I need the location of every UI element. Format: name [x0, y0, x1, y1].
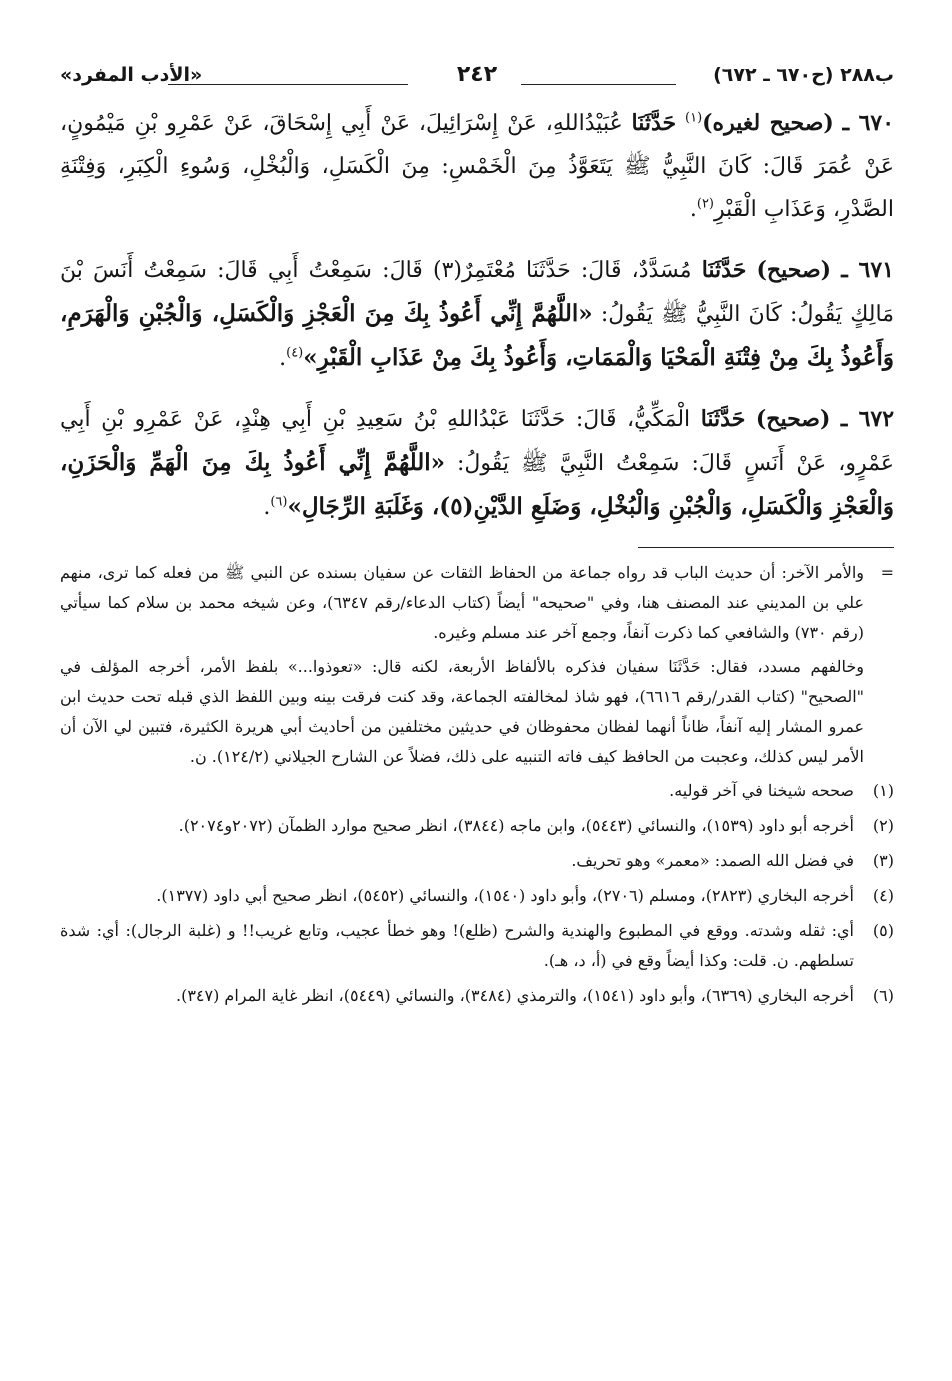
hadith-670: [60, 102, 894, 231]
hadith-text: مُسَدَّدٌ، قَالَ: حَدَّثَنَا مُعْتَمِرٌ(٣) قَالَ: سَمِعْتُ أَبِي قَالَ: سَمِعْتُ أَنَسَ بْنَ مَالِكٍ يَقُولُ: كَانَ النَّبِيُّ ﷺ يَقُولُ:: [60, 258, 894, 327]
hadith-number: ٦٧٠ ـ: [842, 110, 895, 136]
narration-keyword: حَدَّثَنَا: [700, 406, 746, 432]
hadith-grade: (صحيح لغيره): [702, 110, 834, 136]
footnote-4: [60, 881, 894, 911]
hadith-672: [60, 398, 894, 529]
narration-keyword: حَدَّثَنَا: [701, 257, 747, 283]
narration-keyword: حَدَّثَنَا: [631, 110, 677, 136]
hadith-grade: (صحيح): [755, 406, 831, 432]
hadith-text: عُبَيْدُاللهِ، عَنْ إِسْرَائِيلَ، عَنْ أَبِي إِسْحَاقَ، عَنْ عَمْرِو بْنِ مَيْمُونٍ، عَنْ عُمَرَ قَالَ: كَانَ النَّبِيُّ ﷺ يَتَعَوَّذُ مِنَ الْخَمْسِ: مِنَ الْكَسَلِ، وَالْبُخْلِ، وَسُوءِ الْكِبَرِ، وَفِتْنَةِ الصَّدْرِ، وَعَذَابِ الْقَبْرِ: [60, 111, 894, 222]
footnote-ref: (٦): [270, 494, 288, 510]
footnote-number: (٣): [872, 851, 894, 870]
footnote-ref: (١): [685, 110, 703, 126]
note-paragraph: والأمر الآخر: أن حديث الباب قد رواه جماعة من الحفاظ الثقات عن سفيان بسنده عن النبي ﷺ من فعله كما ترى، منهم علي بن المديني عند المصنف هنا، وفي "صحيحه" أيضاً (كتاب الدعاء/رقم ٦٣٤٧)، وعن شيخه محمد بن سلام كما سيأتي (رقم ٧٣٠) والشافعي كما ذكرت آنفاً، وجمع آخر عند مسلم وغيره.: [60, 563, 865, 642]
footnote-number: (٥): [872, 921, 894, 940]
footnote-divider: [638, 547, 894, 548]
hadith-end: .: [279, 346, 287, 371]
footnote-text: صححه شيخنا في آخر قوليه.: [669, 781, 854, 800]
hadith-dua: «اللَّهُمَّ إِنِّي أَعُوذُ بِكَ مِنَ الْهَمِّ وَالْحَزَنِ، وَالْعَجْزِ وَالْكَسَلِ، وَالْجُبْنِ وَالْبُخْلِ، وَضَلَعِ الدَّيْنِ(٥)، وَغَلَبَةِ الرِّجَالِ»: [60, 449, 894, 520]
hadith-dua: «اللَّهُمَّ إِنِّي أَعُوذُ بِكَ مِنَ الْعَجْزِ وَالْكَسَلِ، وَالْجُبْنِ وَالْهَرَمِ، وَأَعُوذُ بِكَ مِنْ فِتْنَةِ الْمَحْيَا وَالْمَمَاتِ، وَأَعُوذُ بِكَ مِنْ عَذَابِ الْقَبْرِ»: [60, 300, 894, 371]
footnote-text: أي: ثقله وشدته. ووقع في المطبوع والهندية والشرح (ظلع)! وهو خطأ عجيب، وتابع غريب!! و (غلبة الرجال): أي: شدة تسلطهم. ن. قلت: وكذا أيضاً وقع في (أ، د، هـ).: [60, 921, 854, 970]
footnote-number: (٢): [872, 816, 894, 835]
hadith-671: [60, 249, 894, 380]
footnote-ref: (٢): [696, 196, 714, 212]
footnote-number: (٦): [872, 986, 894, 1005]
footnote-number: (١): [872, 781, 894, 800]
footnote-text: أخرجه البخاري (٦٣٦٩)، وأبو داود (١٥٤١)، والترمذي (٣٤٨٤)، والنسائي (٥٤٤٩)، انظر غاية المرام (٣٤٧).: [175, 986, 854, 1005]
footnote-6: [60, 981, 894, 1011]
hadith-end: .: [263, 495, 271, 520]
continued-footnote: [60, 558, 894, 772]
footnote-text: أخرجه البخاري (٢٨٢٣)، ومسلم (٢٧٠٦)، وأبو داود (١٥٤٠)، والنسائي (٥٤٥٢)، انظر صحيح أبي داود (١٣٧٧).: [156, 886, 854, 905]
continuation-marker: =: [880, 563, 894, 582]
book-title: «الأدب المفرد»: [60, 64, 203, 86]
footnotes: [60, 776, 894, 1011]
header-rule: [521, 84, 676, 85]
page-number: ٢٤٢: [456, 62, 498, 87]
note-paragraph: وخالفهم مسدد، فقال: حَدَّثَنَا سفيان فذكره بالألفاظ الأربعة، لكنه قال: «تعوذوا...» بلفظ الأمر، أخرجه المؤلف في "الصحيح" (كتاب القدر/رقم ٦٦١٦)، فهو شاذ لمخالفته الجماعة، وقد كنت فرقت بينه وبين اللفظ الذي قبله تحت حديث ابن عمرو المشار إليه آنفاً، ظاناً أنهما لفظان محفوظان في حديثين مختلفين من أحاديث أبي هريرة الكثيرة، فتبين لي الآن أن الأمر ليس كذلك، وعجبت من الحافظ كيف فاته التنبيه على ذلك، فضلاً عن الشارح الجيلاني (١٢٤/٢). ن.: [60, 657, 865, 766]
footnote-number: (٤): [872, 886, 894, 905]
running-header: [60, 62, 894, 102]
footnote-ref: (٤): [286, 345, 304, 361]
footnote-5: [60, 916, 894, 976]
footnote-text: في فضل الله الصمد: «معمر» وهو تحريف.: [571, 851, 854, 870]
header-rule: [168, 84, 408, 85]
hadith-text: الْمَكِّيُّ، قَالَ: حَدَّثَنَا عَبْدُاللهِ بْنُ سَعِيدِ بْنِ أَبِي هِنْدٍ، عَنْ عَمْرِو بْنِ أَبِي عَمْرٍو، عَنْ أَنَسٍ قَالَ: سَمِعْتُ النَّبِيَّ ﷺ يَقُولُ:: [60, 407, 894, 476]
hadith-end: .: [689, 197, 697, 222]
hadith-number: ٦٧٢ ـ: [840, 406, 895, 432]
footnote-1: [60, 776, 894, 806]
hadith-number: ٦٧١ ـ: [841, 257, 894, 283]
footnote-2: [60, 811, 894, 841]
hadith-grade: (صحيح): [756, 257, 832, 283]
footnote-3: [60, 846, 894, 876]
footnote-text: أخرجه أبو داود (١٥٣٩)، والنسائي (٥٤٤٣)، وابن ماجه (٣٨٤٤)، انظر صحيح موارد الظمآن (٢٠٧٢و٢٠٧٤).: [178, 816, 854, 835]
header-range: ب٢٨٨ (ح٦٧٠ ـ ٦٧٢): [713, 64, 894, 86]
